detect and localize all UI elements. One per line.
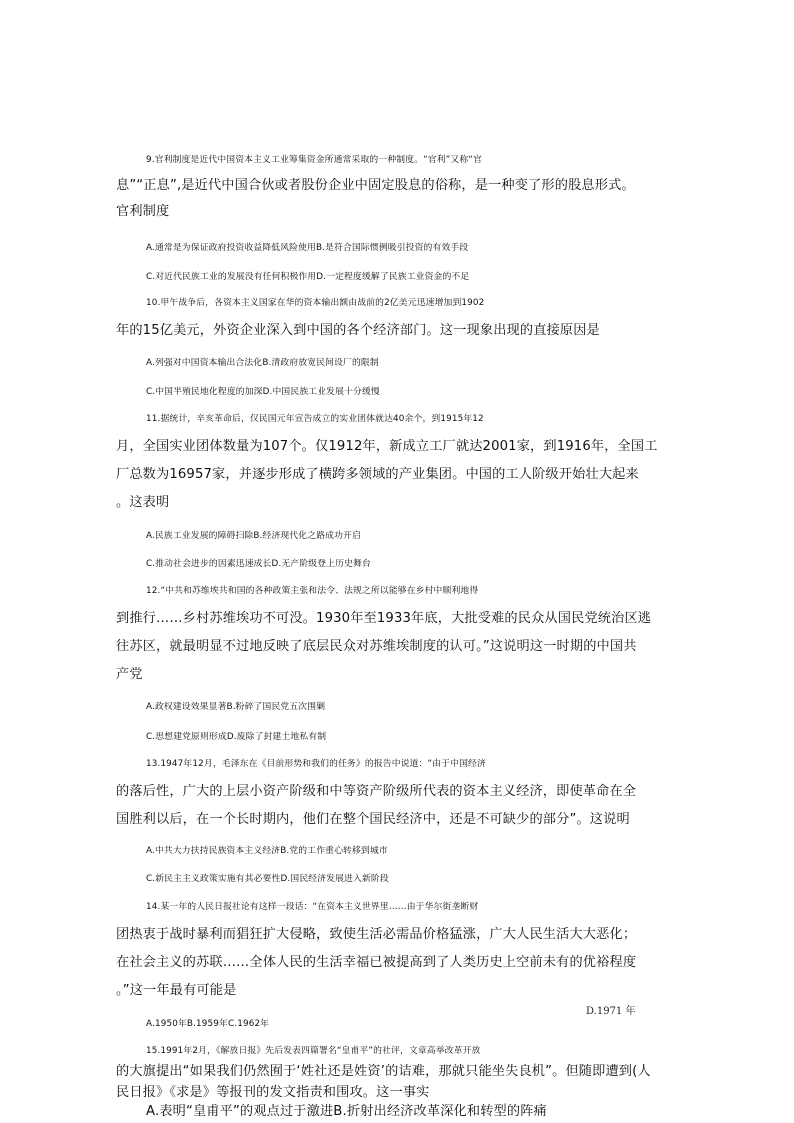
q9-option-ab: A.通常是为保证政府投资收益降低风险使用B.是符合国际惯例吸引投资的有效手段 — [146, 243, 469, 253]
q10-option-cd: C.中国半殖民地化程度的加深D.中国民族工业发展十分缓慢 — [146, 387, 380, 397]
q12-option-cd: C.思想建党原则形成D.废除了封建土地私有制 — [146, 732, 327, 742]
q14-line-3: 在社会主义的苏联……全体人民的生活幸福已被提高到了人类历史上空前未有的优裕程度 — [116, 955, 637, 970]
q14-line-2: 团热衷于战时暴利而猖狂扩大侵略，致使生活必需品价格猛涨，广大人民生活大大恶化； — [116, 927, 637, 942]
q14-line-1: 14.某一年的人民日报社论有这样一段话：“在资本主义世界里……由于华尔街垄断财 — [146, 902, 479, 912]
q14-option-abc: A.1950年B.1959年C.1962年 — [146, 1019, 270, 1029]
q9-line-2: 息”“正息”,是近代中国合伙或者股份企业中固定股息的俗称，是一种变了形的股息形式。 — [116, 178, 635, 193]
q10-option-ab: A.列强对中国资本输出合法化B.清政府放宽民间设厂的限制 — [146, 358, 379, 368]
q13-line-2: 的落后性，广大的上层小资产阶级和中等资产阶级所代表的资本主义经济，即使革命在全 — [116, 784, 637, 799]
q13-line-3: 国胜利以后，在一个长时期内，他们在整个国民经济中，还是不可缺少的部分”。这说明 — [116, 812, 630, 827]
q13-option-ab: A.中共大力扶持民族资本主义经济B.党的工作重心转移到城市 — [146, 846, 388, 856]
q12-line-4: 产党 — [116, 667, 143, 682]
q11-line-3: 厂总数为16957家，并逐步形成了横跨多领域的产业集团。中国的工人阶级开始壮大起来 — [116, 467, 639, 482]
q15-line-3: 民日报》《求是》等报刊的发文指责和围攻。这一事实 — [116, 1085, 430, 1100]
q11-line-2: 月，全国实业团体数量为107个。仅1912年，新成立工厂就达2001家，到1916年，全国工 — [116, 439, 658, 454]
q11-option-cd: C.推动社会进步的因素迅速成长D.无产阶级登上历史舞台 — [146, 559, 371, 569]
q15-line-2: 的大旗提出“如果我们仍然囿于‘姓社还是姓资’的诘难，那就只能坐失良机”。但随即遭到(人 — [116, 1064, 651, 1079]
q15-line-1: 15.1991年2月，《解放日报》先后发表四篇署名“皇甫平”的社评，文章高举改革开放 — [146, 1046, 481, 1056]
q9-line-1: 9.官利制度是近代中国资本主义工业筹集资金所通常采取的一种制度。“官利”又称“官 — [146, 155, 482, 165]
q9-option-cd: C.对近代民族工业的发展没有任何积极作用D.一定程度缓解了民族工业资金的不足 — [146, 272, 470, 282]
q12-line-1: 12.“中共和苏维埃共和国的各种政策主张和法令、法规之所以能够在乡村中顺利地得 — [146, 586, 479, 596]
q12-line-3: 往苏区，就最明显不过地反映了底层民众对苏维埃制度的认可。”这说明这一时期的中国共 — [116, 639, 637, 654]
q12-line-2: 到推行……乡村苏维埃功不可没。1930年至1933年底，大批受难的民众从国民党统治区逃 — [116, 611, 652, 626]
q12-option-ab: A.政权建设效果显著B.粉碎了国民党五次围剿 — [146, 702, 326, 712]
q14-line-4: 。”这一年最有可能是 — [116, 983, 237, 998]
q10-line-2: 年的15亿美元，外资企业深入到中国的各个经济部门。这一现象出现的直接原因是 — [116, 323, 600, 338]
q11-line-4: 。这表明 — [116, 495, 170, 510]
q14-option-d: D.1971 年 — [586, 1006, 636, 1017]
q13-option-cd: C.新民主主义政策实施有其必要性D.国民经济发展进入新阶段 — [146, 874, 389, 884]
q11-line-1: 11.据统计，辛亥革命后，仅民国元年宣告成立的实业团体就达40余个，到1915年12 — [146, 414, 484, 424]
q15-option-ab: A.表明“皇甫平”的观点过于激进B.折射出经济改革深化和转型的阵痛 — [146, 1104, 547, 1119]
q13-line-1: 13.1947年12月，毛泽东在《目前形势和我们的任务》的报告中说道：“由于中国经济 — [146, 759, 486, 769]
q9-line-3: 官利制度 — [116, 204, 170, 219]
q10-line-1: 10.甲午战争后，各资本主义国家在华的资本输出额由战前的2亿美元迅速增加到1902 — [146, 298, 485, 308]
q11-option-ab: A.民族工业发展的障碍扫除B.经济现代化之路成功开启 — [146, 531, 361, 541]
